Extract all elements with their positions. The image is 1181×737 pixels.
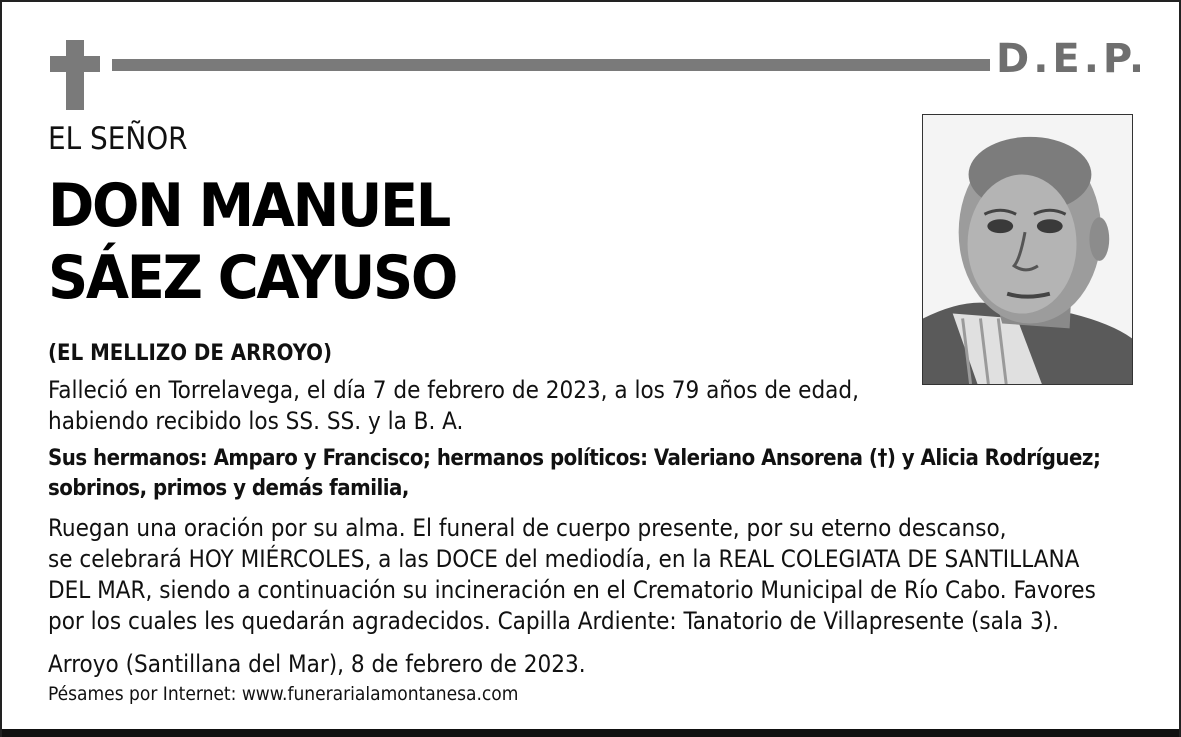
text-line: sobrinos, primos y demás familia,: [48, 476, 409, 501]
nickname: (EL MELLIZO DE ARROYO): [48, 341, 333, 366]
death-paragraph: [48, 375, 859, 437]
place-date: Arroyo (Santillana del Mar), 8 de febrero de 2023.: [48, 650, 586, 678]
deceased-name: [48, 170, 456, 314]
family-paragraph: [48, 444, 1100, 504]
name-line: DON MANUEL: [48, 171, 450, 241]
header-rule: [112, 59, 990, 71]
text-line: Falleció en Torrelavega, el día 7 de febrero de 2023, a los 79 años de edad,: [48, 376, 859, 404]
text-line: por los cuales les quedarán agradecidos. Capilla Ardiente: Tanatorio de Villapresente (sala 3).: [48, 607, 1059, 635]
name-line: SÁEZ CAYUSO: [48, 243, 456, 313]
dep-label: D.E.P.: [996, 36, 1149, 82]
deceased-portrait: [922, 114, 1133, 385]
text-line: se celebrará HOY MIÉRCOLES, a las DOCE del mediodía, en la REAL COLEGIATA DE SANTILLANA: [48, 545, 1080, 573]
text-line: Ruegan una oración por su alma. El funeral de cuerpo presente, por su eterno descanso,: [48, 514, 1007, 542]
text-line: habiendo recibido los SS. SS. y la B. A.: [48, 407, 464, 435]
text-line: Sus hermanos: Amparo y Francisco; hermanos políticos: Valeriano Ansorena (†) y Alicia Rodríguez;: [48, 446, 1101, 471]
cross-icon: [50, 40, 100, 110]
text-line: DEL MAR, siendo a continuación su incineración en el Crematorio Municipal de Río Cabo. Favores: [48, 576, 1096, 604]
bottom-border: [2, 729, 1179, 737]
funeral-paragraph: [48, 513, 1096, 637]
salutation: EL SEÑOR: [48, 121, 188, 157]
condolences-line: Pésames por Internet: www.funerarialamontanesa.com: [48, 683, 519, 705]
